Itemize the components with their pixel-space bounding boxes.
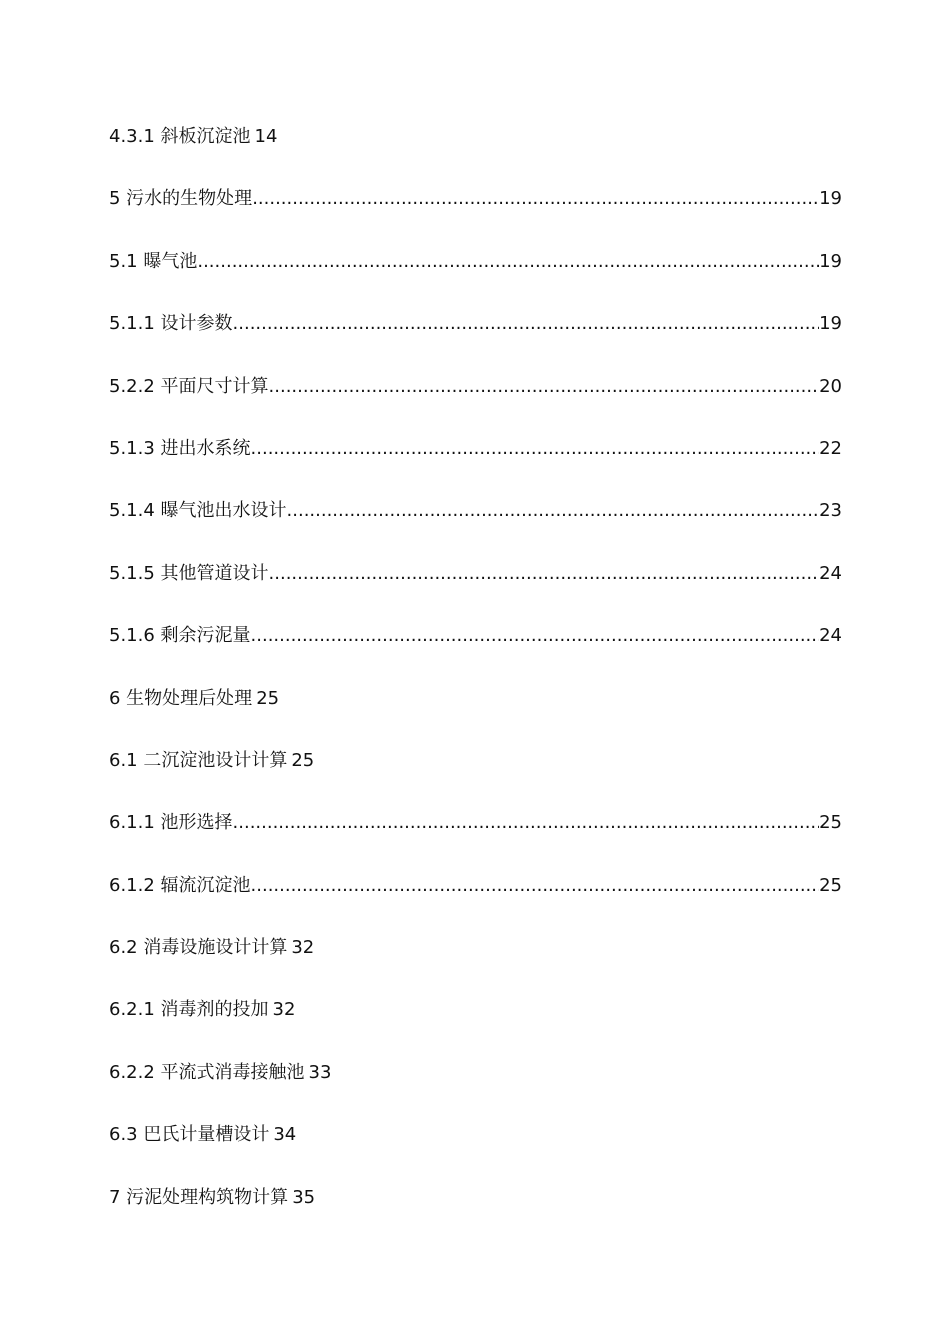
dot-leader [251,873,820,899]
toc-entry[interactable] [109,1185,842,1247]
toc-entry-label: 6.2.1 消毒剂的投加 [109,999,269,1021]
toc-entry-label: 5 污水的生物处理 [109,188,253,210]
toc-entry-page: 19 [819,313,842,335]
toc-entry-page: 25 [819,874,842,896]
toc-entry-page: 25 [819,812,842,834]
toc-entry[interactable] [109,311,842,373]
dot-leader [269,374,820,400]
toc-entry-page: 24 [819,625,842,647]
toc-entry[interactable] [109,935,842,997]
toc-entry[interactable] [109,873,842,935]
toc-entry-label: 6.2 消毒设施设计计算 [109,937,288,959]
toc-entry[interactable] [109,997,842,1059]
toc-entry-page: 19 [819,188,842,210]
toc-entry-page: 25 [291,749,315,771]
toc-entry-label: 6.1.2 辐流沉淀池 [109,874,251,896]
toc-entry-label: 4.3.1 斜板沉淀池 [109,126,251,147]
dot-leader [233,311,820,337]
toc-entry[interactable] [109,186,842,248]
toc-entry-label: 5.1.4 曝气池出水设计 [109,500,287,522]
toc-entry-label: 6.3 巴氏计量槽设计 [109,1124,270,1146]
toc-entry-page: 20 [819,375,842,397]
toc-entry-label: 6.2.2 平流式消毒接触池 [109,1061,305,1083]
toc-entry[interactable] [109,561,842,623]
toc-entry-label: 6 生物处理后处理 [109,687,253,709]
dot-leader [252,186,819,212]
toc-entry-page: 35 [292,1186,316,1208]
toc-entry-page: 22 [819,437,842,459]
toc-entry[interactable] [109,498,842,560]
toc-entry[interactable] [109,374,842,436]
toc-entry-label: 5.1 曝气池 [109,250,198,272]
toc-entry-page: 24 [819,562,842,584]
dot-leader [233,810,820,836]
table-of-contents [109,124,842,1247]
toc-entry-page: 19 [819,250,842,272]
toc-entry[interactable] [109,249,842,311]
dot-leader [269,561,820,587]
toc-entry-label: 7 污泥处理构筑物计算 [109,1186,289,1208]
toc-entry[interactable] [109,623,842,685]
toc-entry-label: 5.1.5 其他管道设计 [109,562,269,584]
toc-entry[interactable] [109,1060,842,1122]
toc-entry-label: 5.2.2 平面尺寸计算 [109,375,269,397]
toc-entry[interactable] [109,436,842,498]
toc-entry-page: 23 [819,500,842,522]
toc-entry[interactable] [109,686,842,748]
toc-entry-label: 5.1.1 设计参数 [109,313,233,335]
toc-entry[interactable] [109,748,842,810]
toc-entry-label: 6.1 二沉淀池设计计算 [109,749,288,771]
toc-entry-page: 33 [308,1061,332,1083]
toc-entry-page: 32 [272,999,296,1021]
toc-entry-page: 34 [273,1124,297,1146]
toc-entry[interactable] [109,810,842,872]
dot-leader [251,436,820,462]
toc-entry[interactable] [109,1122,842,1184]
toc-entry-page: 25 [256,687,280,709]
toc-entry-page: 14 [254,126,278,147]
toc-entry[interactable] [109,124,842,186]
toc-entry-page: 32 [291,937,315,959]
toc-entry-label: 5.1.6 剩余污泥量 [109,625,251,647]
dot-leader [251,623,820,649]
dot-leader [287,498,820,524]
dot-leader [197,249,819,275]
toc-entry-label: 6.1.1 池形选择 [109,812,233,834]
toc-entry-label: 5.1.3 进出水系统 [109,437,251,459]
